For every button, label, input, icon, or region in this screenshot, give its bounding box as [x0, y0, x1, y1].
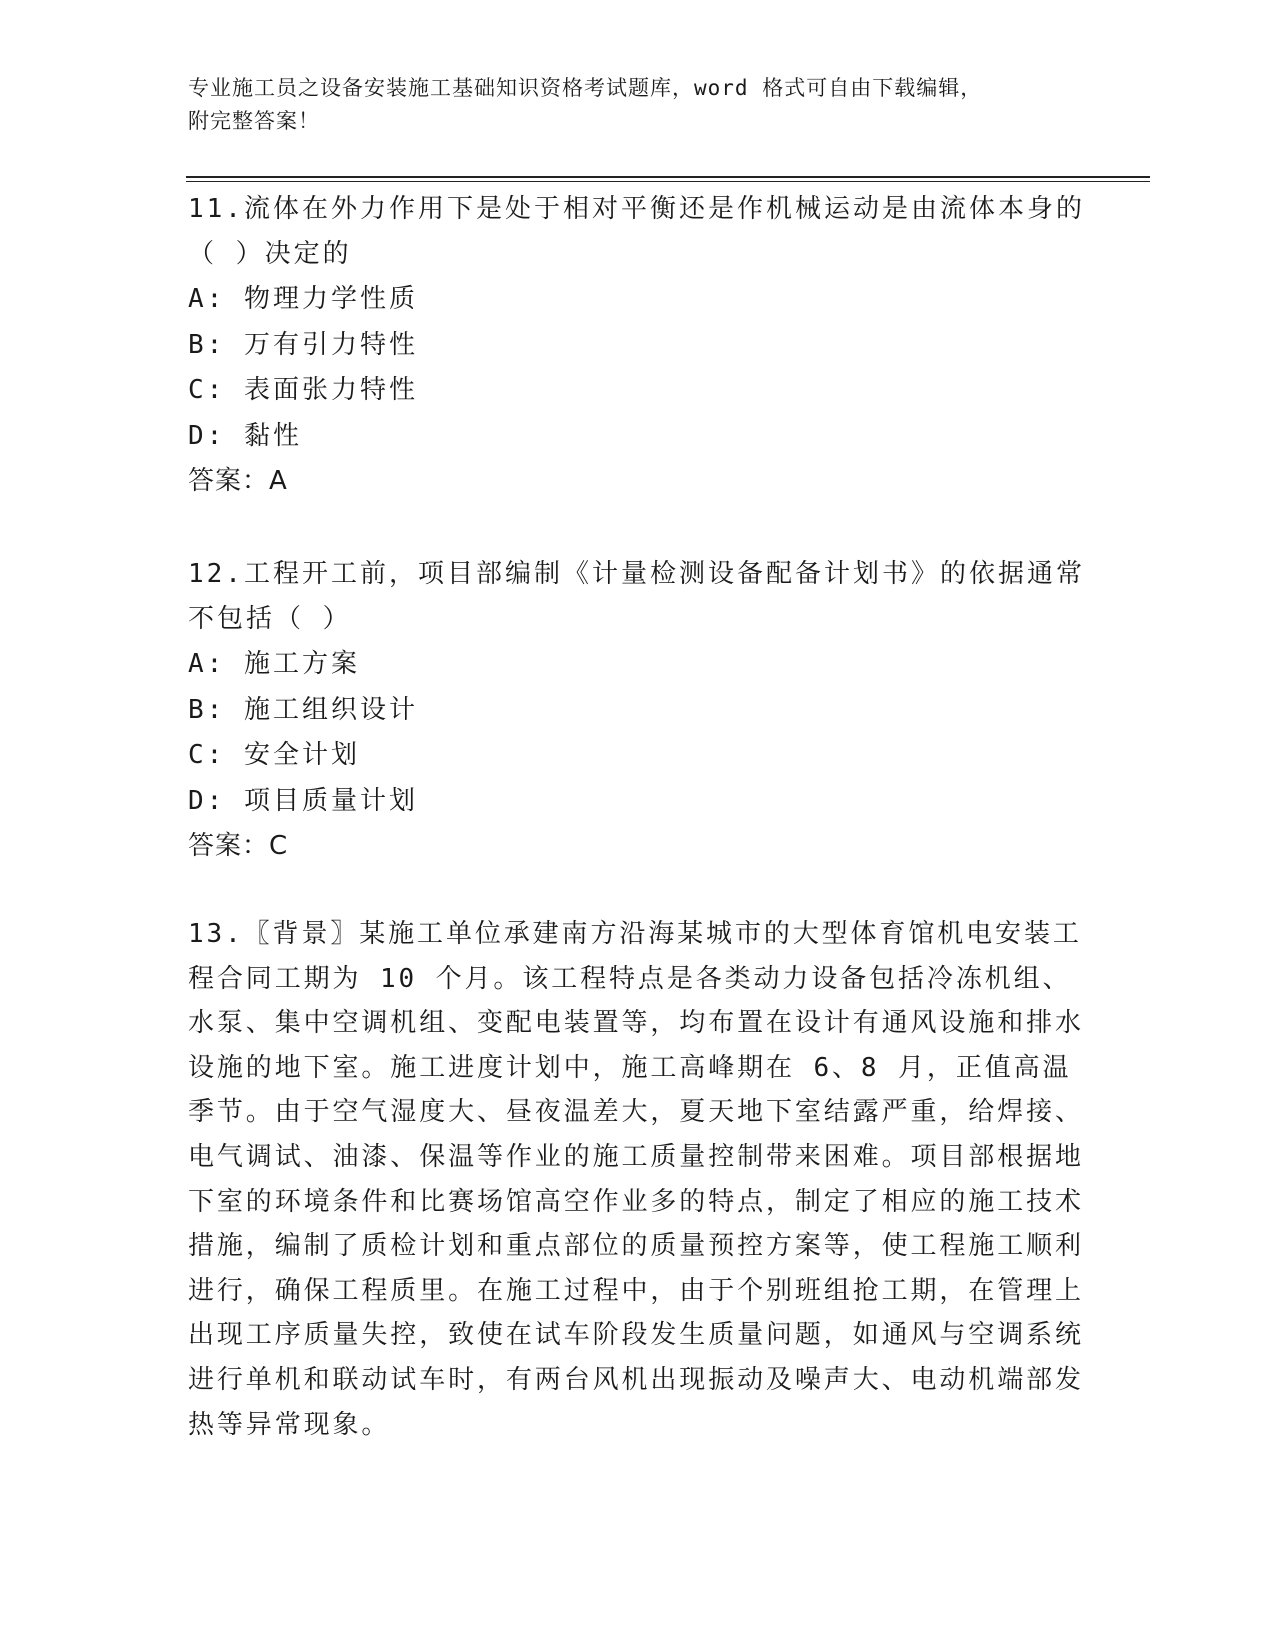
question-stem: 11.流体在外力作用下是处于相对平衡还是作机械运动是由流体本身的（ ）决定的	[188, 194, 1085, 269]
option-c: C: 安全计划	[188, 740, 360, 770]
option-a: A: 施工方案	[188, 649, 360, 679]
question-13	[188, 912, 1088, 1447]
question-stem: 13.〖背景〗某施工单位承建南方沿海某城市的大型体育馆机电安装工程合同工期为 10 个月。该工程特点是各类动力设备包括冷冻机组、水泵、集中空调机组、变配电装置等，均布置在设计有通风设施和排水设施的地下室。施工进度计划中，施工高峰期在 6、8 月，正值高温季节。由于空气湿度大、昼夜温差大，夏天地下室结露严重，给焊接、电气调试、油漆、保温等作业的施工质量控制带来困难。项目部根据地下室的环境条件和比赛场馆高空作业多的特点，制定了相应的施工技术措施，编制了质检计划和重点部位的质量预控方案等，使工程施工顺利进行，确保工程质里。在施工过程中，由于个别班组抢工期，在管理上出现工序质量失控，致使在试车阶段发生质量问题，如通风与空调系统进行单机和联动试车时，有两台风机出现振动及噪声大、电动机端部发热等异常现象。	[188, 919, 1084, 1440]
option-b: B: 万有引力特性	[188, 329, 418, 360]
answer-label: 答案：C	[188, 831, 289, 861]
document-header	[188, 72, 1068, 138]
option-b: B: 施工组织设计	[188, 694, 418, 725]
question-12	[188, 552, 1088, 870]
answer-label: 答案：A	[188, 466, 288, 496]
option-c: C: 表面张力特性	[188, 375, 418, 405]
question-11	[188, 187, 1088, 505]
option-d: D: 项目质量计划	[188, 785, 418, 816]
option-d: D: 黏性	[188, 420, 302, 451]
option-a: A: 物理力学性质	[188, 284, 418, 314]
header-divider	[186, 176, 1150, 182]
header-line-1: 专业施工员之设备安装施工基础知识资格考试题库，word 格式可自由下载编辑，	[188, 76, 983, 100]
question-stem: 12.工程开工前，项目部编制《计量检测设备配备计划书》的依据通常不包括（ ）	[188, 559, 1085, 634]
header-line-2: 附完整答案！	[188, 109, 320, 133]
